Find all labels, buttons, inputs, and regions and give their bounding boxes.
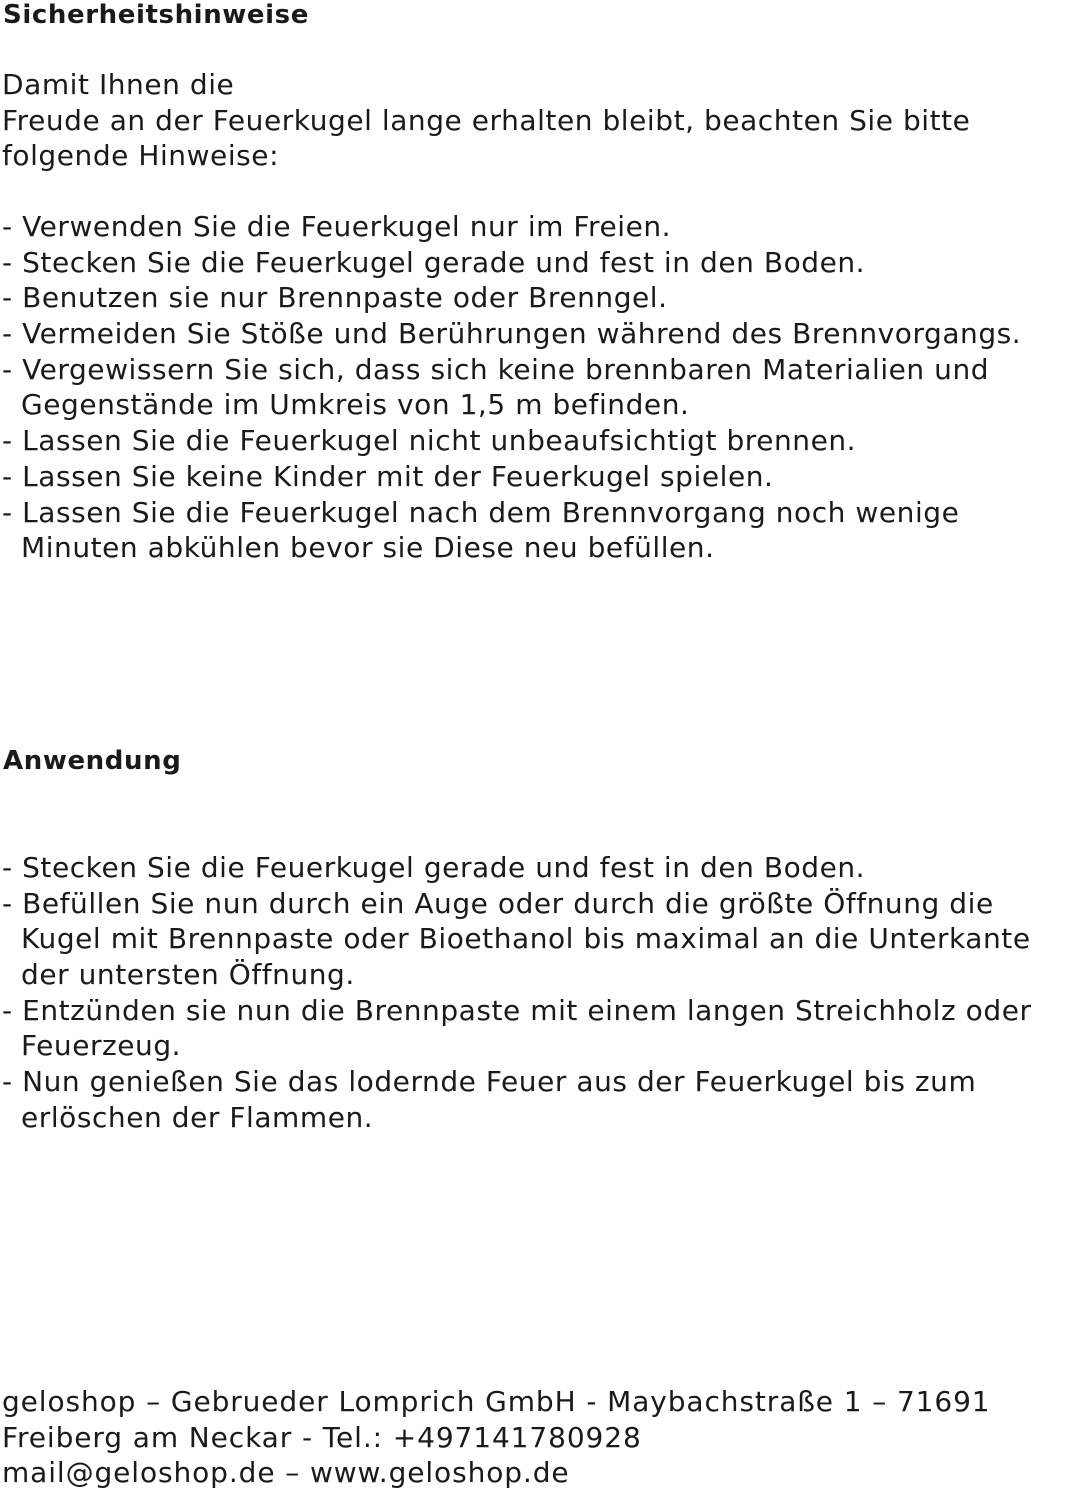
list-item (2, 209, 1021, 245)
list-item (2, 850, 1032, 886)
list-item (2, 459, 1021, 495)
safety-intro (2, 67, 970, 174)
list-item (2, 495, 1021, 566)
intro-line: Freude an der Feuerkugel lange erhalten bleibt, beachten Sie bitte (2, 103, 971, 137)
list-item (2, 245, 1021, 281)
list-item-line: - Vermeiden Sie Stöße und Berührungen während des Brennvorgangs. (2, 317, 1022, 351)
intro-line: folgende Hinweise: (2, 139, 280, 173)
footer-phone-line: Freiberg am Neckar - Tel.: +497141780928 (2, 1420, 642, 1454)
list-item-line: Feuerzeug. (21, 1029, 182, 1063)
list-item-line: erlöschen der Flammen. (21, 1100, 374, 1134)
list-item-line: - Verwenden Sie die Feuerkugel nur im Freien. (2, 210, 672, 243)
list-item (2, 352, 1021, 423)
list-item (2, 423, 1021, 459)
list-item-line: Minuten abkühlen bevor sie Diese neu befüllen. (21, 531, 715, 565)
list-item-line: - Stecken Sie die Feuerkugel gerade und fest in den Boden. (2, 245, 866, 279)
usage-heading: Anwendung (3, 746, 182, 776)
safety-list (2, 209, 1021, 566)
list-item (2, 280, 1021, 316)
list-item-line: - Vergewissern Sie sich, dass sich keine brennbaren Materialien und (2, 352, 990, 386)
list-item (2, 993, 1032, 1064)
list-item-line: Kugel mit Brennpaste oder Bioethanol bis maximal an die Unterkante (21, 922, 1031, 956)
list-item-line: - Benutzen sie nur Brennpaste oder Brenngel. (2, 281, 668, 315)
usage-list (2, 850, 1032, 1136)
list-item-line: - Lassen Sie keine Kinder mit der Feuerkugel spielen. (2, 459, 774, 493)
footer-address-line: geloshop – Gebrueder Lomprich GmbH - Maybachstraße 1 – 71691 (2, 1385, 991, 1418)
safety-heading: Sicherheitshinweise (3, 0, 309, 30)
list-item (2, 316, 1021, 352)
list-item-line: - Befüllen Sie nun durch ein Auge oder durch die größte Öffnung die (2, 886, 994, 920)
list-item-line: - Entzünden sie nun die Brennpaste mit einem langen Streichholz oder (2, 993, 1032, 1027)
footer-contact-line: mail@geloshop.de – www.geloshop.de (2, 1456, 570, 1490)
list-item-line: - Stecken Sie die Feuerkugel gerade und fest in den Boden. (2, 851, 866, 884)
company-footer (2, 1384, 991, 1491)
list-item-line: - Lassen Sie die Feuerkugel nicht unbeaufsichtigt brennen. (2, 424, 857, 458)
list-item-line: - Lassen Sie die Feuerkugel nach dem Brennvorgang noch wenige (2, 495, 960, 529)
list-item-line: Gegenstände im Umkreis von 1,5 m befinden. (21, 388, 690, 422)
list-item (2, 1064, 1032, 1135)
list-item (2, 886, 1032, 993)
list-item-line: - Nun genießen Sie das lodernde Feuer aus der Feuerkugel bis zum (2, 1065, 977, 1099)
intro-line: Damit Ihnen die (2, 68, 235, 101)
list-item-line: der untersten Öffnung. (21, 958, 355, 992)
